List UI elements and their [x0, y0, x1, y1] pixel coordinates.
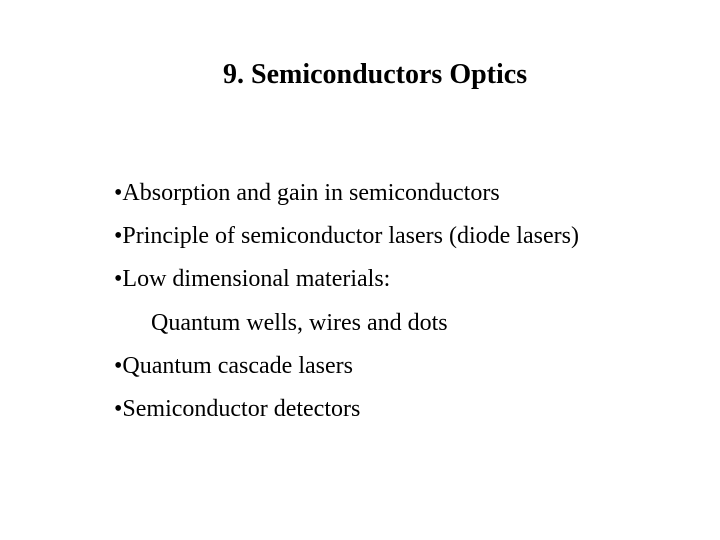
slide-title: 9. Semiconductors Optics: [223, 59, 528, 90]
bullet-item: •Semiconductor detectors: [114, 396, 361, 422]
bullet-item: •Absorption and gain in semiconductors: [114, 180, 500, 206]
bullet-item: •Low dimensional materials:: [114, 266, 391, 292]
bullet-item: •Principle of semiconductor lasers (diode lasers): [114, 223, 579, 249]
sub-bullet-item: Quantum wells, wires and dots: [151, 310, 448, 336]
bullet-item: •Quantum cascade lasers: [114, 353, 353, 379]
